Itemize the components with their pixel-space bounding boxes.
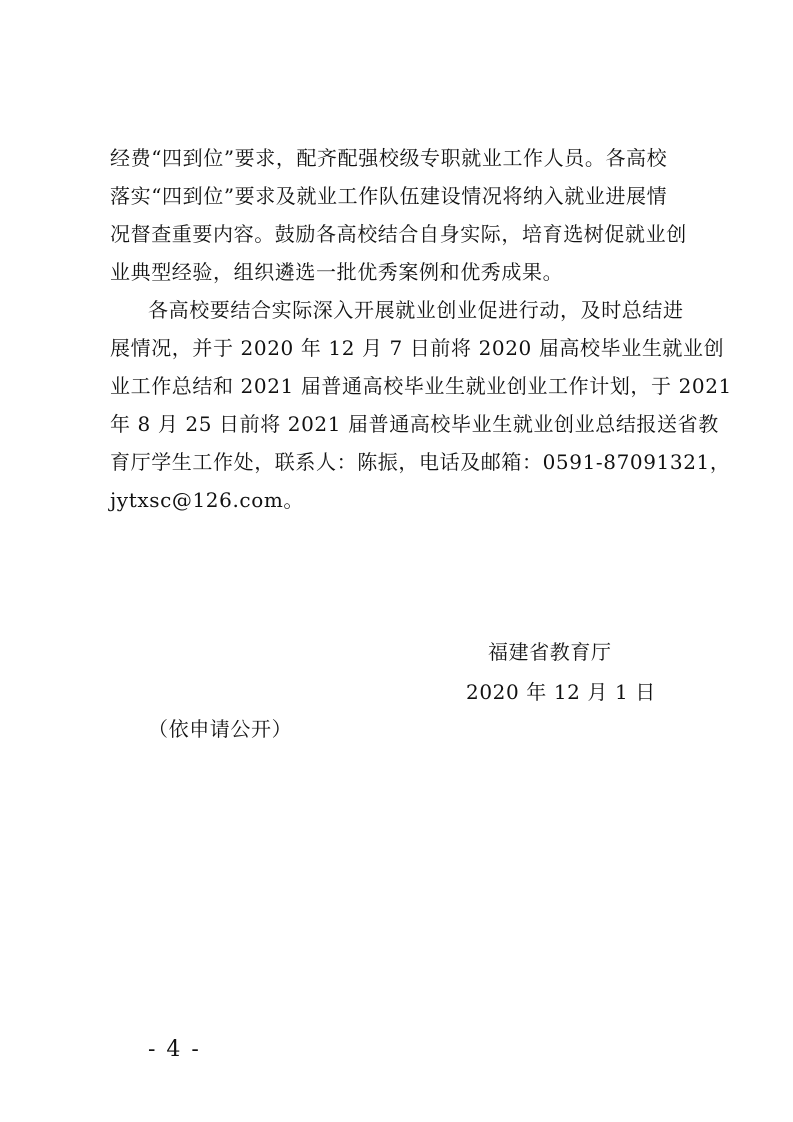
disclosure-note: （依申请公开） xyxy=(148,717,293,741)
signature-organization: 福建省教育厅 xyxy=(488,640,612,664)
body-line: 育厅学生工作处，联系人：陈振，电话及邮箱：0591-87091321， xyxy=(110,450,731,474)
body-line: 业工作总结和 2021 届普通高校毕业生就业创业工作计划，于 2021 xyxy=(110,374,732,398)
body-line: 况督查重要内容。鼓励各高校结合自身实际，培育选树促就业创 xyxy=(110,222,687,246)
body-line: 业典型经验，组织遴选一批优秀案例和优秀成果。 xyxy=(110,260,564,284)
signature-date: 2020 年 12 月 1 日 xyxy=(466,680,656,704)
body-line: 展情况，并于 2020 年 12 月 7 日前将 2020 届高校毕业生就业创 xyxy=(110,336,725,360)
body-line: 年 8 月 25 日前将 2021 届普通高校毕业生就业创业总结报送省教 xyxy=(110,412,719,436)
body-line: jytxsc@126.com。 xyxy=(110,488,305,512)
page-number: - 4 - xyxy=(148,1037,201,1062)
body-line: 经费“四到位”要求，配齐配强校级专职就业工作人员。各高校 xyxy=(110,146,668,170)
body-line: 各高校要结合实际深入开展就业创业促进行动，及时总结进 xyxy=(148,298,684,322)
body-line: 落实“四到位”要求及就业工作队伍建设情况将纳入就业进展情 xyxy=(110,184,668,208)
